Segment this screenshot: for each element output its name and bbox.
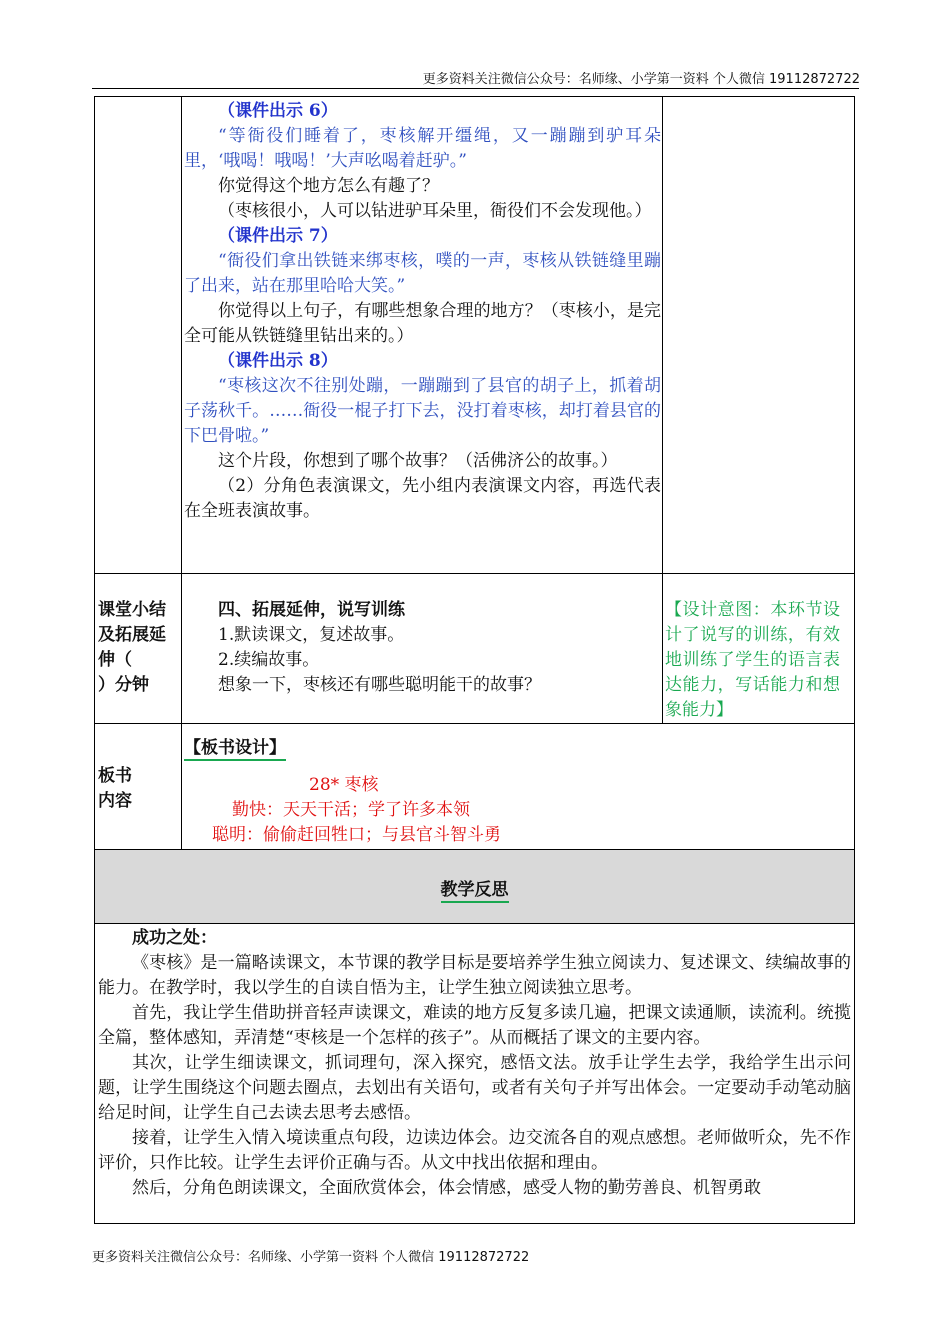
summary-item-2: 2.续编故事。 — [218, 650, 320, 670]
design-note-cell — [662, 573, 855, 723]
page-header: 更多资料关注微信公众号：名师缘、小学第一资料 个人微信 19112872722 — [422, 72, 860, 87]
row1-content-cell — [181, 96, 662, 573]
row1-label-cell — [94, 96, 181, 573]
slide6-quote: “等衙役们睡着了，枣核解开缰绳，又一蹦蹦到驴耳朵里，‘哦喝！哦喝！’大声吆喝着赶驴。” — [184, 126, 661, 171]
slide8-title: （课件出示 8） — [218, 351, 338, 371]
header-divider — [92, 88, 859, 89]
summary-item-3: 想象一下，枣核还有哪些聪明能干的故事？ — [218, 675, 541, 695]
row1-note-cell — [662, 96, 855, 573]
question-1: 你觉得这个地方怎么有趣了？ — [218, 176, 439, 196]
slide7-title: （课件出示 7） — [218, 226, 338, 246]
page-footer: 更多资料关注微信公众号：名师缘、小学第一资料 个人微信 19112872722 — [92, 1250, 530, 1265]
slide6-title: （课件出示 6） — [218, 101, 338, 121]
board-heading: 【板书设计】 — [184, 738, 286, 761]
step-2: （2）分角色表演课文，先小组内表演课文内容，再选代表在全班表演故事。 — [184, 476, 661, 521]
summary-label-4: ）分钟 — [98, 675, 149, 695]
board-title: 28* 枣核 — [309, 775, 379, 795]
board-label-cell — [94, 723, 181, 849]
question-2: 你觉得以上句子，有哪些想象合理的地方？（枣核小，是完全可能从铁链缝里钻出来的。） — [184, 301, 661, 346]
board-line-1: 勤快：天天干活；学了许多本领 — [232, 800, 470, 820]
question-3: 这个片段，你想到了哪个故事？（活佛济公的故事。） — [218, 451, 618, 471]
summary-heading: 四、拓展延伸，说写训练 — [218, 600, 405, 620]
reflection-para-1: 《枣核》是一篇略读课文，本节课的教学目标是要培养学生独立阅读力、复述课文、续编故事的能力。在教学时，我以学生的自读自悟为主，让学生独立阅读独立思考。 — [98, 953, 851, 998]
reflection-para-2: 首先，我让学生借助拼音轻声读课文，难读的地方反复多读几遍，把课文读通顺，读流利。统揽全篇，整体感知，弄清楚“枣核是一个怎样的孩子”。从而概括了课文的主要内容。 — [98, 1003, 851, 1048]
design-note: 【设计意图：本环节设计了说写的训练，有效地训练了学生的语言表达能力，写话能力和想象能力】 — [665, 600, 840, 720]
reflection-para-5: 然后，分角色朗读课文，全面欣赏体会，体会情感，感受人物的勤劳善良、机智勇敢 — [132, 1178, 761, 1198]
summary-label-3: 伸（ — [98, 650, 132, 670]
board-label-1: 板书 — [98, 766, 132, 786]
summary-content-cell — [181, 573, 662, 723]
slide7-quote: “衙役们拿出铁链来绑枣核，噗的一声，枣核从铁链缝里蹦了出来，站在那里哈哈大笑。” — [184, 251, 661, 296]
reflection-title-cell — [94, 849, 855, 923]
slide8-quote: “枣核这次不往别处蹦，一蹦蹦到了县官的胡子上，抓着胡子荡秋千。……衙役一棍子打下去，没打着枣核，却打着县官的下巴骨啦。” — [184, 376, 661, 446]
summary-label-1: 课堂小结 — [98, 600, 166, 620]
reflection-title: 教学反思 — [441, 880, 509, 903]
answer-1: （枣核很小，人可以钻进驴耳朵里，衙役们不会发现他。） — [218, 201, 652, 221]
board-line-2: 聪明：偷偷赶回牲口；与县官斗智斗勇 — [212, 825, 501, 845]
board-label-2: 内容 — [98, 791, 132, 811]
summary-label-2: 及拓展延 — [98, 625, 166, 645]
reflection-para-3: 其次，让学生细读课文，抓词理句，深入探究，感悟文法。放手让学生去学，我给学生出示问题，让学生围绕这个问题去圈点，去划出有关语句，或者有关句子并写出体会。一定要动手动笔动脑给足时间，让学生自己去读去思考去感悟。 — [98, 1053, 851, 1123]
board-content-cell — [181, 723, 855, 849]
summary-item-1: 1.默读课文，复述故事。 — [218, 625, 405, 645]
summary-label-cell — [94, 573, 181, 723]
reflection-para-4: 接着，让学生入情入境读重点句段，边读边体会。边交流各自的观点感想。老师做听众，先不作评价，只作比较。让学生去评价正确与否。从文中找出依据和理由。 — [98, 1128, 851, 1173]
reflection-subtitle: 成功之处： — [132, 928, 217, 948]
reflection-body-cell — [94, 923, 855, 1224]
